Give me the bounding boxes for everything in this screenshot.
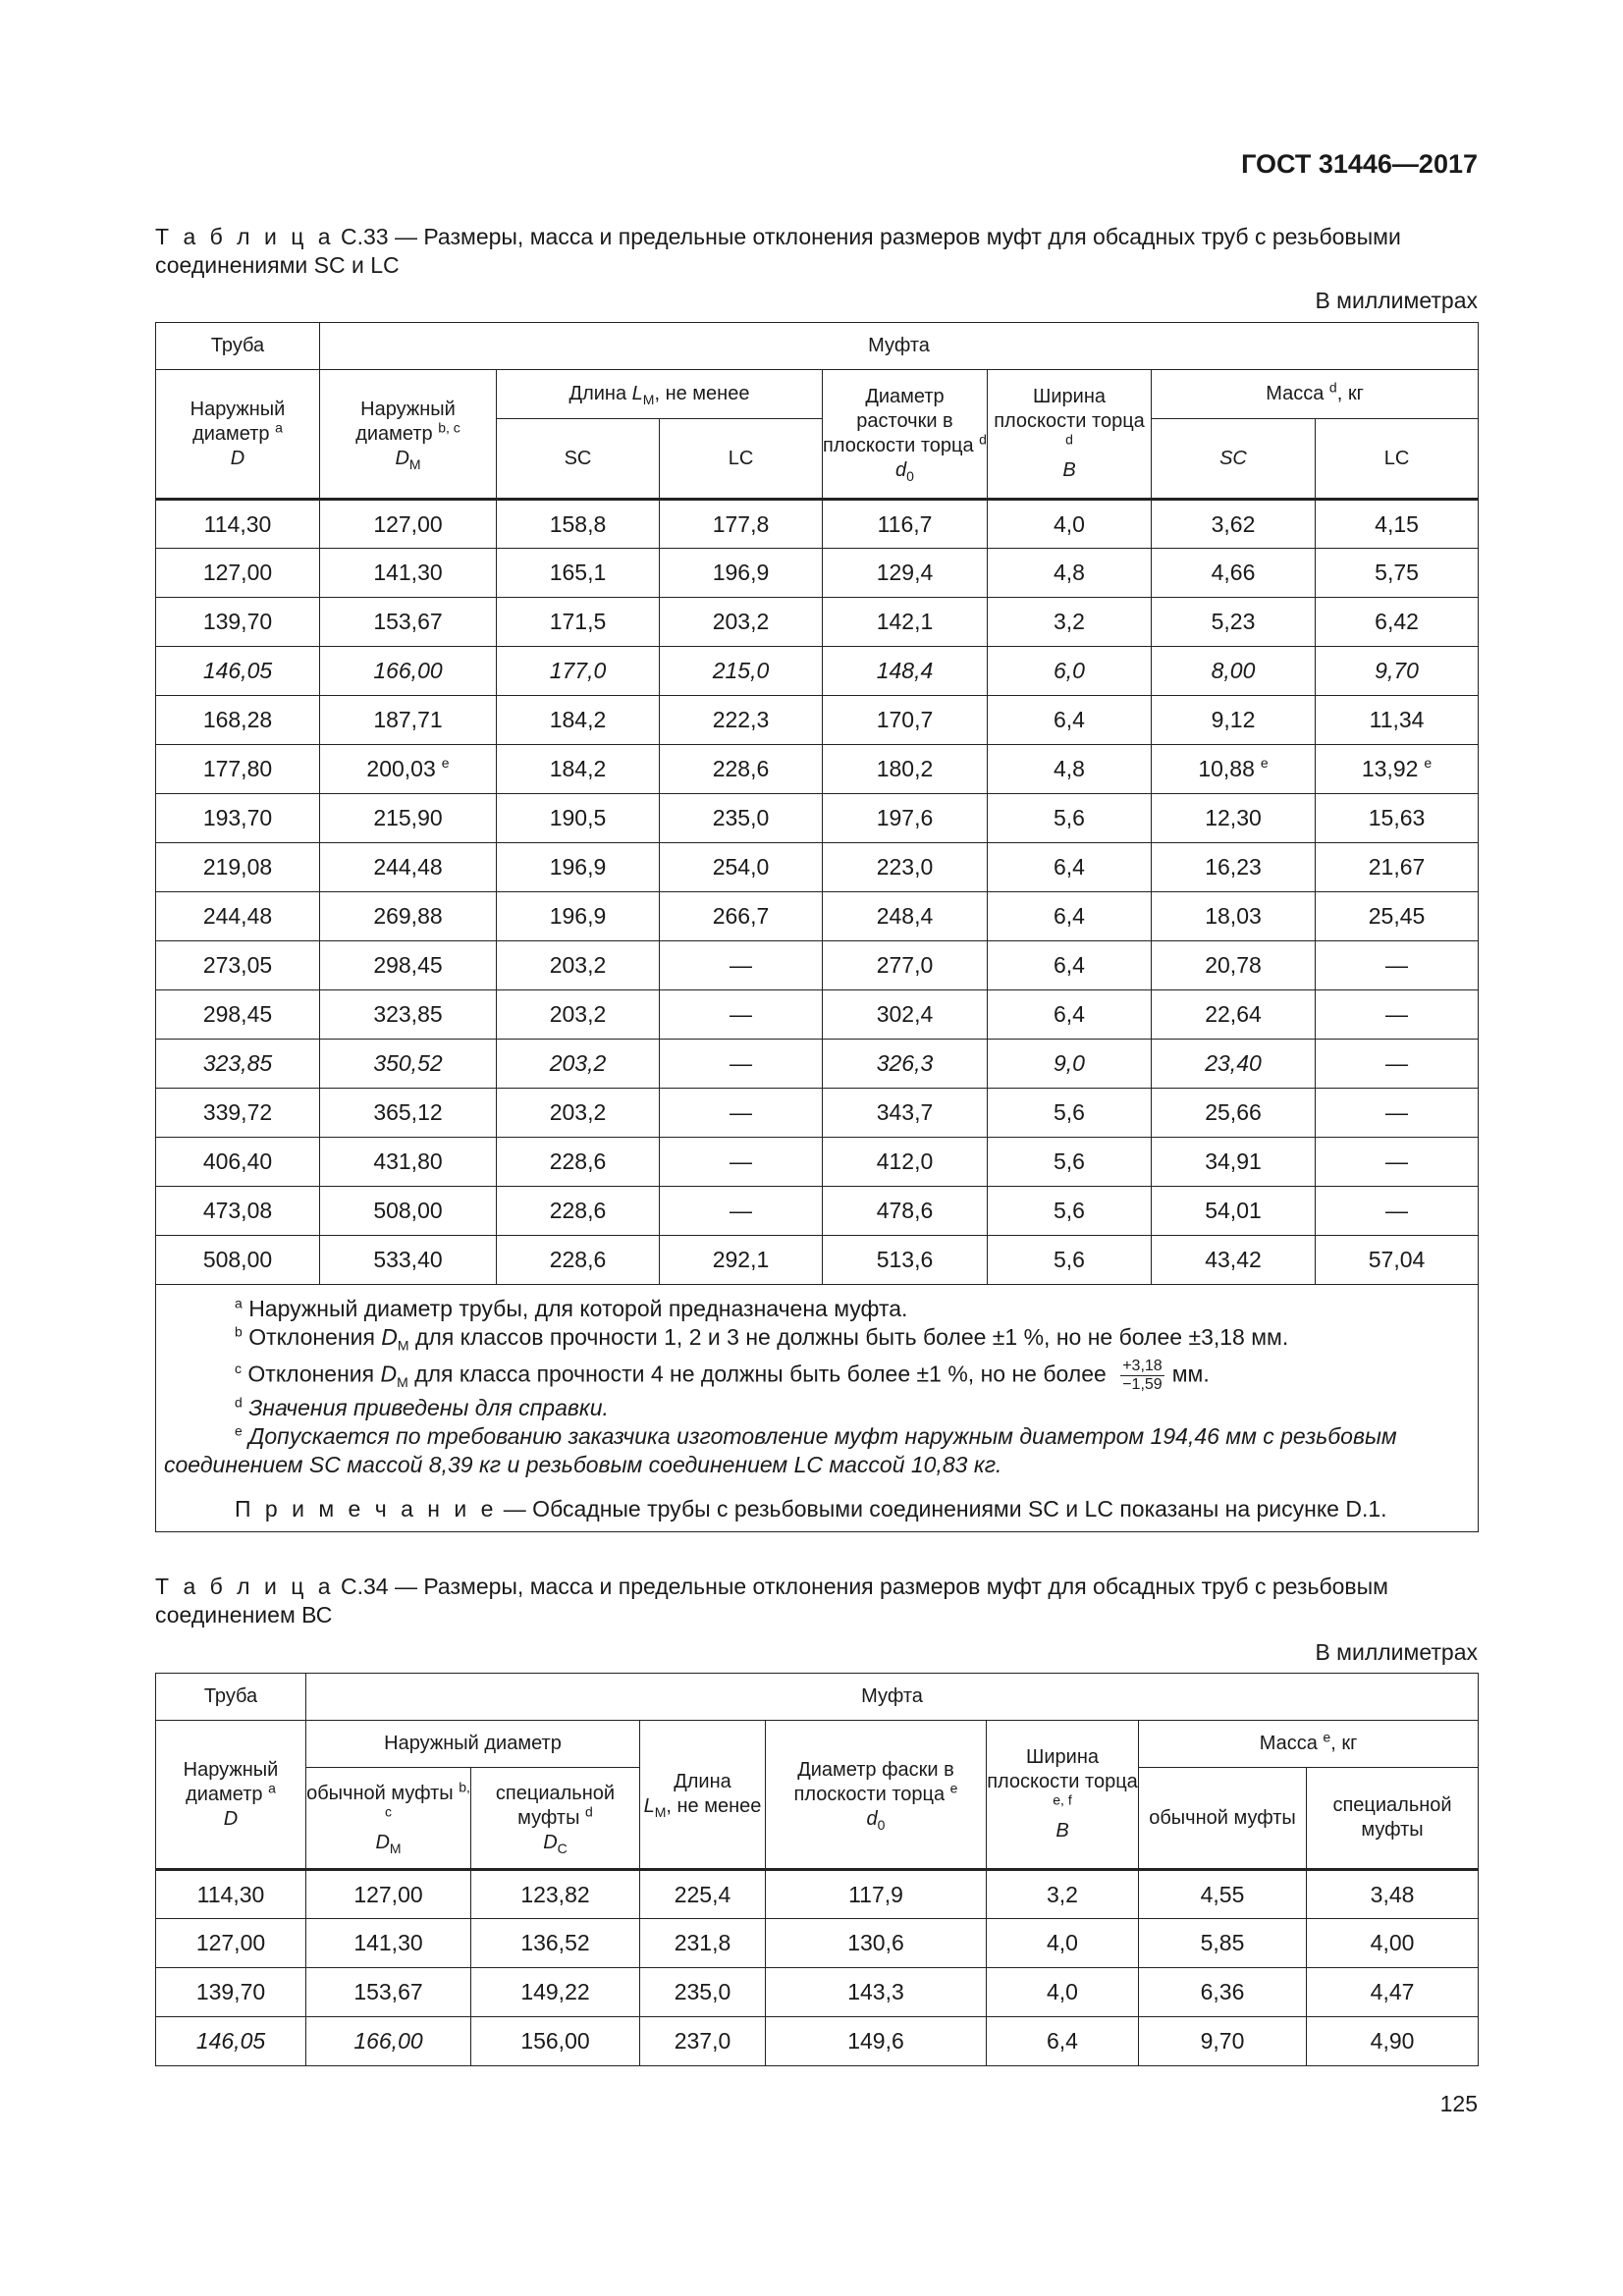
table-cell: 237,0 (640, 2017, 766, 2066)
footnote-e-ref: e (441, 755, 450, 772)
table-cell: 215,90 (320, 794, 497, 843)
table-cell: 215,0 (660, 647, 823, 696)
table-cell: 158,8 (497, 500, 660, 549)
table33-caption (155, 223, 1478, 280)
table-cell: 15,63 (1316, 794, 1479, 843)
table-cell: 25,45 (1316, 892, 1479, 941)
table-cell: 141,30 (306, 1919, 471, 1968)
table-cell: 6,4 (988, 990, 1152, 1040)
table-cell: 254,0 (660, 843, 823, 892)
table-cell: 6,36 (1139, 1968, 1307, 2017)
table-cell: — (660, 990, 823, 1040)
table-cell: 200,03 $^e$ (320, 745, 497, 794)
t33-h-coupling-od: Наружный диаметр $^{b, c}$ $D_М$ (320, 370, 497, 500)
table-cell: 196,9 (497, 892, 660, 941)
table-cell: 34,91 (1152, 1138, 1316, 1187)
table-cell: 223,0 (823, 843, 988, 892)
table-cell: 266,7 (660, 892, 823, 941)
table-cell: 5,85 (1139, 1919, 1307, 1968)
table-cell: 139,70 (156, 1968, 306, 2017)
table-row (156, 745, 1479, 794)
table-cell: 149,22 (471, 1968, 640, 2017)
table-cell: 166,00 (306, 2017, 471, 2066)
table-cell: 4,15 (1316, 500, 1479, 549)
table-cell: 6,42 (1316, 598, 1479, 647)
table-cell: 54,01 (1152, 1187, 1316, 1236)
table-cell: 142,1 (823, 598, 988, 647)
table-cell: 127,00 (320, 500, 497, 549)
table-cell: 184,2 (497, 696, 660, 745)
table-cell: 298,45 (320, 941, 497, 990)
table-cell: 5,6 (988, 1236, 1152, 1285)
table-cell: 4,00 (1307, 1919, 1479, 1968)
table-cell: 4,8 (988, 745, 1152, 794)
t33-h-width: Ширина плоскости торца $^d$ B (988, 370, 1152, 500)
table-cell: — (1316, 941, 1479, 990)
table-cell: 166,00 (320, 647, 497, 696)
footnote-e-ref: e (1260, 755, 1269, 772)
table-cell: 143,3 (766, 1968, 987, 2017)
table-cell: 184,2 (497, 745, 660, 794)
table-cell: — (660, 1187, 823, 1236)
table-cell: 12,30 (1152, 794, 1316, 843)
table-cell: 6,4 (987, 2017, 1139, 2066)
table-cell: 219,08 (156, 843, 320, 892)
t33-h-mass: Масса $^d$, кг (1152, 370, 1479, 419)
table-cell: 228,6 (497, 1236, 660, 1285)
table-cell: 22,64 (1152, 990, 1316, 1040)
table-cell: 4,0 (988, 500, 1152, 549)
table34-caption-label: Т а б л и ц а (155, 1574, 335, 1599)
table-cell: 43,42 (1152, 1236, 1316, 1285)
table-cell: 4,0 (987, 1919, 1139, 1968)
table-cell: 13,92 $^e$ (1316, 745, 1479, 794)
table-cell: 177,80 (156, 745, 320, 794)
table-cell: 190,5 (497, 794, 660, 843)
table-row (156, 2017, 1479, 2066)
table-row (156, 1089, 1479, 1138)
table-cell: 129,4 (823, 549, 988, 598)
table33-units: В миллиметрах (1315, 288, 1478, 313)
table-cell: 4,55 (1139, 1870, 1307, 1919)
t34-h-width: Ширина плоскости торца $^{e, f}$ B (987, 1721, 1139, 1870)
table-cell: 4,8 (988, 549, 1152, 598)
table-cell: 146,05 (156, 647, 320, 696)
footnote-e: $^e$ Допускается по требованию заказчика изготовление муфт наружным диаметром 194,46 мм с резьбовым соединением SC массой 8,39 кг и резьбовым соединением LC массой 10,83 кг. (164, 1422, 1397, 1477)
table-cell: 5,23 (1152, 598, 1316, 647)
footnote-a: $^a$ Наружный диаметр трубы, для которой предназначена муфта. (235, 1295, 908, 1321)
table-cell: 203,2 (497, 941, 660, 990)
t33-h-pipe-od: Наружный диаметр $^a$ D (156, 370, 320, 500)
table-cell: 11,34 (1316, 696, 1479, 745)
table-cell: 292,1 (660, 1236, 823, 1285)
table-cell: 5,6 (988, 1187, 1152, 1236)
table-cell: 3,2 (988, 598, 1152, 647)
table-cell: 4,0 (987, 1968, 1139, 2017)
t33-h-length-lc: LC (660, 419, 823, 500)
table34-caption-text: С.34 — Размеры, масса и предельные отклонения размеров муфт для обсадных труб с резьбовым соединением ВС (155, 1574, 1388, 1628)
table-cell: — (660, 1089, 823, 1138)
table-cell: 196,9 (497, 843, 660, 892)
table-cell: 6,4 (988, 843, 1152, 892)
table-cell: — (1316, 990, 1479, 1040)
table-cell: 235,0 (660, 794, 823, 843)
table-cell: 156,00 (471, 2017, 640, 2066)
table33 (155, 322, 1479, 1532)
table33-footnotes (156, 1285, 1479, 1532)
table-cell: 187,71 (320, 696, 497, 745)
t34-h-mass-regular: обычной муфты (1139, 1768, 1307, 1870)
table-cell: 21,67 (1316, 843, 1479, 892)
t34-h-mass: Масса $^e$, кг (1139, 1721, 1479, 1768)
t33-h-mass-lc: LC (1316, 419, 1479, 500)
table-cell: 9,12 (1152, 696, 1316, 745)
table-cell: 406,40 (156, 1138, 320, 1187)
table-cell: 3,2 (987, 1870, 1139, 1919)
t33-h-length-sc: SC (497, 419, 660, 500)
t34-h-pipe-od: Наружный диаметр $^a$ D (156, 1721, 306, 1870)
table-cell: 244,48 (156, 892, 320, 941)
table-cell: 225,4 (640, 1870, 766, 1919)
t34-h-chamfer: Диаметр фаски в плоскости торца $^e$ $d_0$ (766, 1721, 987, 1870)
table-cell: 4,66 (1152, 549, 1316, 598)
table33-note: П р и м е ч а н и е — Обсадные трубы с резьбовыми соединениями SC и LC показаны на рисунке D.1. (235, 1496, 1387, 1522)
table-cell: 508,00 (156, 1236, 320, 1285)
table-row (156, 1236, 1479, 1285)
table-cell: 298,45 (156, 990, 320, 1040)
table-cell: 170,7 (823, 696, 988, 745)
t34-h-length: Длина $L_М$, не менее (640, 1721, 766, 1870)
table-cell: 203,2 (497, 1040, 660, 1089)
table-cell: 228,6 (660, 745, 823, 794)
table-cell: 244,48 (320, 843, 497, 892)
table-row (156, 1968, 1479, 2017)
table-cell: 323,85 (320, 990, 497, 1040)
table-row (156, 500, 1479, 549)
table-cell: 149,6 (766, 2017, 987, 2066)
table-row (156, 990, 1479, 1040)
table-cell: 203,2 (660, 598, 823, 647)
table-cell: 5,6 (988, 794, 1152, 843)
table-cell: 6,4 (988, 941, 1152, 990)
table-cell: 123,82 (471, 1870, 640, 1919)
table-cell: — (660, 941, 823, 990)
table-cell: 117,9 (766, 1870, 987, 1919)
table-cell: 8,00 (1152, 647, 1316, 696)
table-cell: 412,0 (823, 1138, 988, 1187)
footnote-d: $^d$ Значения приведены для справки. (235, 1394, 609, 1420)
table-cell: 326,3 (823, 1040, 988, 1089)
footnote-b: $^b$ Отклонения $D_М$ для классов прочности 1, 2 и 3 не должны быть более ±1 %, но не более ±3,18 мм. (235, 1323, 1289, 1354)
table-cell: 4,90 (1307, 2017, 1479, 2066)
table-cell: 350,52 (320, 1040, 497, 1089)
t33-h-bore: Диаметр расточки в плоскости торца $^d$ $d_0$ (823, 370, 988, 500)
table-row (156, 1040, 1479, 1089)
table-cell: — (660, 1040, 823, 1089)
t33-h-mass-sc: SC (1152, 419, 1316, 500)
table-row (156, 794, 1479, 843)
table-cell: 153,67 (320, 598, 497, 647)
table-row (156, 1187, 1479, 1236)
table-cell: 197,6 (823, 794, 988, 843)
table-cell: 139,70 (156, 598, 320, 647)
table-cell: 16,23 (1152, 843, 1316, 892)
table-cell: 339,72 (156, 1089, 320, 1138)
table-row (156, 598, 1479, 647)
table-cell: 533,40 (320, 1236, 497, 1285)
table-row (156, 549, 1479, 598)
table33-body (156, 500, 1479, 1285)
table-cell: 57,04 (1316, 1236, 1479, 1285)
table-cell: 231,8 (640, 1919, 766, 1968)
table-cell: 20,78 (1152, 941, 1316, 990)
table-cell: 365,12 (320, 1089, 497, 1138)
t33-h-length: Длина $L_М$, не менее (497, 370, 823, 419)
table-cell: 228,6 (497, 1187, 660, 1236)
table-cell: — (1316, 1089, 1479, 1138)
table34-units: В миллиметрах (1315, 1639, 1478, 1665)
t34-h-regular: обычной муфты $^{b, c}$ $D_М$ (306, 1768, 471, 1870)
table-cell: 127,00 (156, 1919, 306, 1968)
table-cell: 25,66 (1152, 1089, 1316, 1138)
table-cell: 4,47 (1307, 1968, 1479, 2017)
table-cell: — (660, 1138, 823, 1187)
table-cell: 9,70 (1316, 647, 1479, 696)
table-cell: 130,6 (766, 1919, 987, 1968)
table-row (156, 892, 1479, 941)
table-cell: 6,4 (988, 892, 1152, 941)
table-cell: 3,62 (1152, 500, 1316, 549)
table-row (156, 843, 1479, 892)
table-cell: 302,4 (823, 990, 988, 1040)
table-cell: 273,05 (156, 941, 320, 990)
t34-h-pipe: Труба (156, 1674, 306, 1721)
table-row (156, 1138, 1479, 1187)
table-cell: 431,80 (320, 1138, 497, 1187)
table-cell: 222,3 (660, 696, 823, 745)
table-cell: 10,88 $^e$ (1152, 745, 1316, 794)
table-cell: 180,2 (823, 745, 988, 794)
table-cell: 323,85 (156, 1040, 320, 1089)
table-cell: 3,48 (1307, 1870, 1479, 1919)
table-cell: 9,0 (988, 1040, 1152, 1089)
table-row (156, 696, 1479, 745)
table-cell: — (1316, 1138, 1479, 1187)
t33-h-coupling: Муфта (320, 323, 1479, 370)
table-cell: 277,0 (823, 941, 988, 990)
table-cell: 473,08 (156, 1187, 320, 1236)
table-cell: 6,4 (988, 696, 1152, 745)
table-cell: 127,00 (306, 1870, 471, 1919)
table-cell: 116,7 (823, 500, 988, 549)
table-cell: 228,6 (497, 1138, 660, 1187)
table-cell: 235,0 (640, 1968, 766, 2017)
table33-caption-text: С.33 — Размеры, масса и предельные отклонения размеров муфт для обсадных труб с резьбовыми соединениями SC и LC (155, 224, 1401, 278)
t34-h-special: специальной муфты $^d$ $D_C$ (471, 1768, 640, 1870)
table-cell: 193,70 (156, 794, 320, 843)
t34-h-mass-special: специальной муфты (1307, 1768, 1479, 1870)
table-cell: 478,6 (823, 1187, 988, 1236)
table-cell: — (1316, 1040, 1479, 1089)
table-row (156, 941, 1479, 990)
page-number: 125 (1439, 2091, 1478, 2116)
table-cell: 127,00 (156, 549, 320, 598)
table-cell: 18,03 (1152, 892, 1316, 941)
table-cell: 23,40 (1152, 1040, 1316, 1089)
table-row (156, 1870, 1479, 1919)
table-cell: 141,30 (320, 549, 497, 598)
table-cell: 508,00 (320, 1187, 497, 1236)
table-cell: 114,30 (156, 500, 320, 549)
table-row (156, 647, 1479, 696)
table-cell: 6,0 (988, 647, 1152, 696)
standard-code: ГОСТ 31446—2017 (1241, 149, 1478, 179)
table34 (155, 1673, 1479, 2066)
t34-h-coupling: Муфта (306, 1674, 1479, 1721)
table-cell: 153,67 (306, 1968, 471, 2017)
t33-h-pipe: Труба (156, 323, 320, 370)
table-cell: 148,4 (823, 647, 988, 696)
table-cell: 9,70 (1139, 2017, 1307, 2066)
table-cell: 5,75 (1316, 549, 1479, 598)
table-cell: 269,88 (320, 892, 497, 941)
table-cell: — (1316, 1187, 1479, 1236)
table-cell: 165,1 (497, 549, 660, 598)
table-cell: 203,2 (497, 1089, 660, 1138)
table-row (156, 1919, 1479, 1968)
footnote-c: $^c$ Отклонения $D_М$ для класса прочности 4 не должны быть более ±1 %, но не более $\frac{+3,18}{-1,59}$ мм. (235, 1358, 1210, 1393)
footnote-e-ref: e (1424, 755, 1433, 772)
table-cell: 196,9 (660, 549, 823, 598)
table-cell: 343,7 (823, 1089, 988, 1138)
table-cell: 248,4 (823, 892, 988, 941)
table-cell: 513,6 (823, 1236, 988, 1285)
tolerance-fraction: $\frac{+3,18}{-1,59}$ (1122, 1358, 1163, 1393)
t34-h-coupling-od: Наружный диаметр (306, 1721, 640, 1768)
table-cell: 5,6 (988, 1138, 1152, 1187)
table-cell: 203,2 (497, 990, 660, 1040)
table34-body (156, 1870, 1479, 2066)
table-cell: 146,05 (156, 2017, 306, 2066)
table-cell: 168,28 (156, 696, 320, 745)
table-cell: 114,30 (156, 1870, 306, 1919)
table-cell: 171,5 (497, 598, 660, 647)
table-cell: 136,52 (471, 1919, 640, 1968)
table34-caption (155, 1573, 1478, 1629)
table-cell: 177,0 (497, 647, 660, 696)
table-cell: 5,6 (988, 1089, 1152, 1138)
table-cell: 177,8 (660, 500, 823, 549)
table33-caption-label: Т а б л и ц а (155, 224, 335, 249)
